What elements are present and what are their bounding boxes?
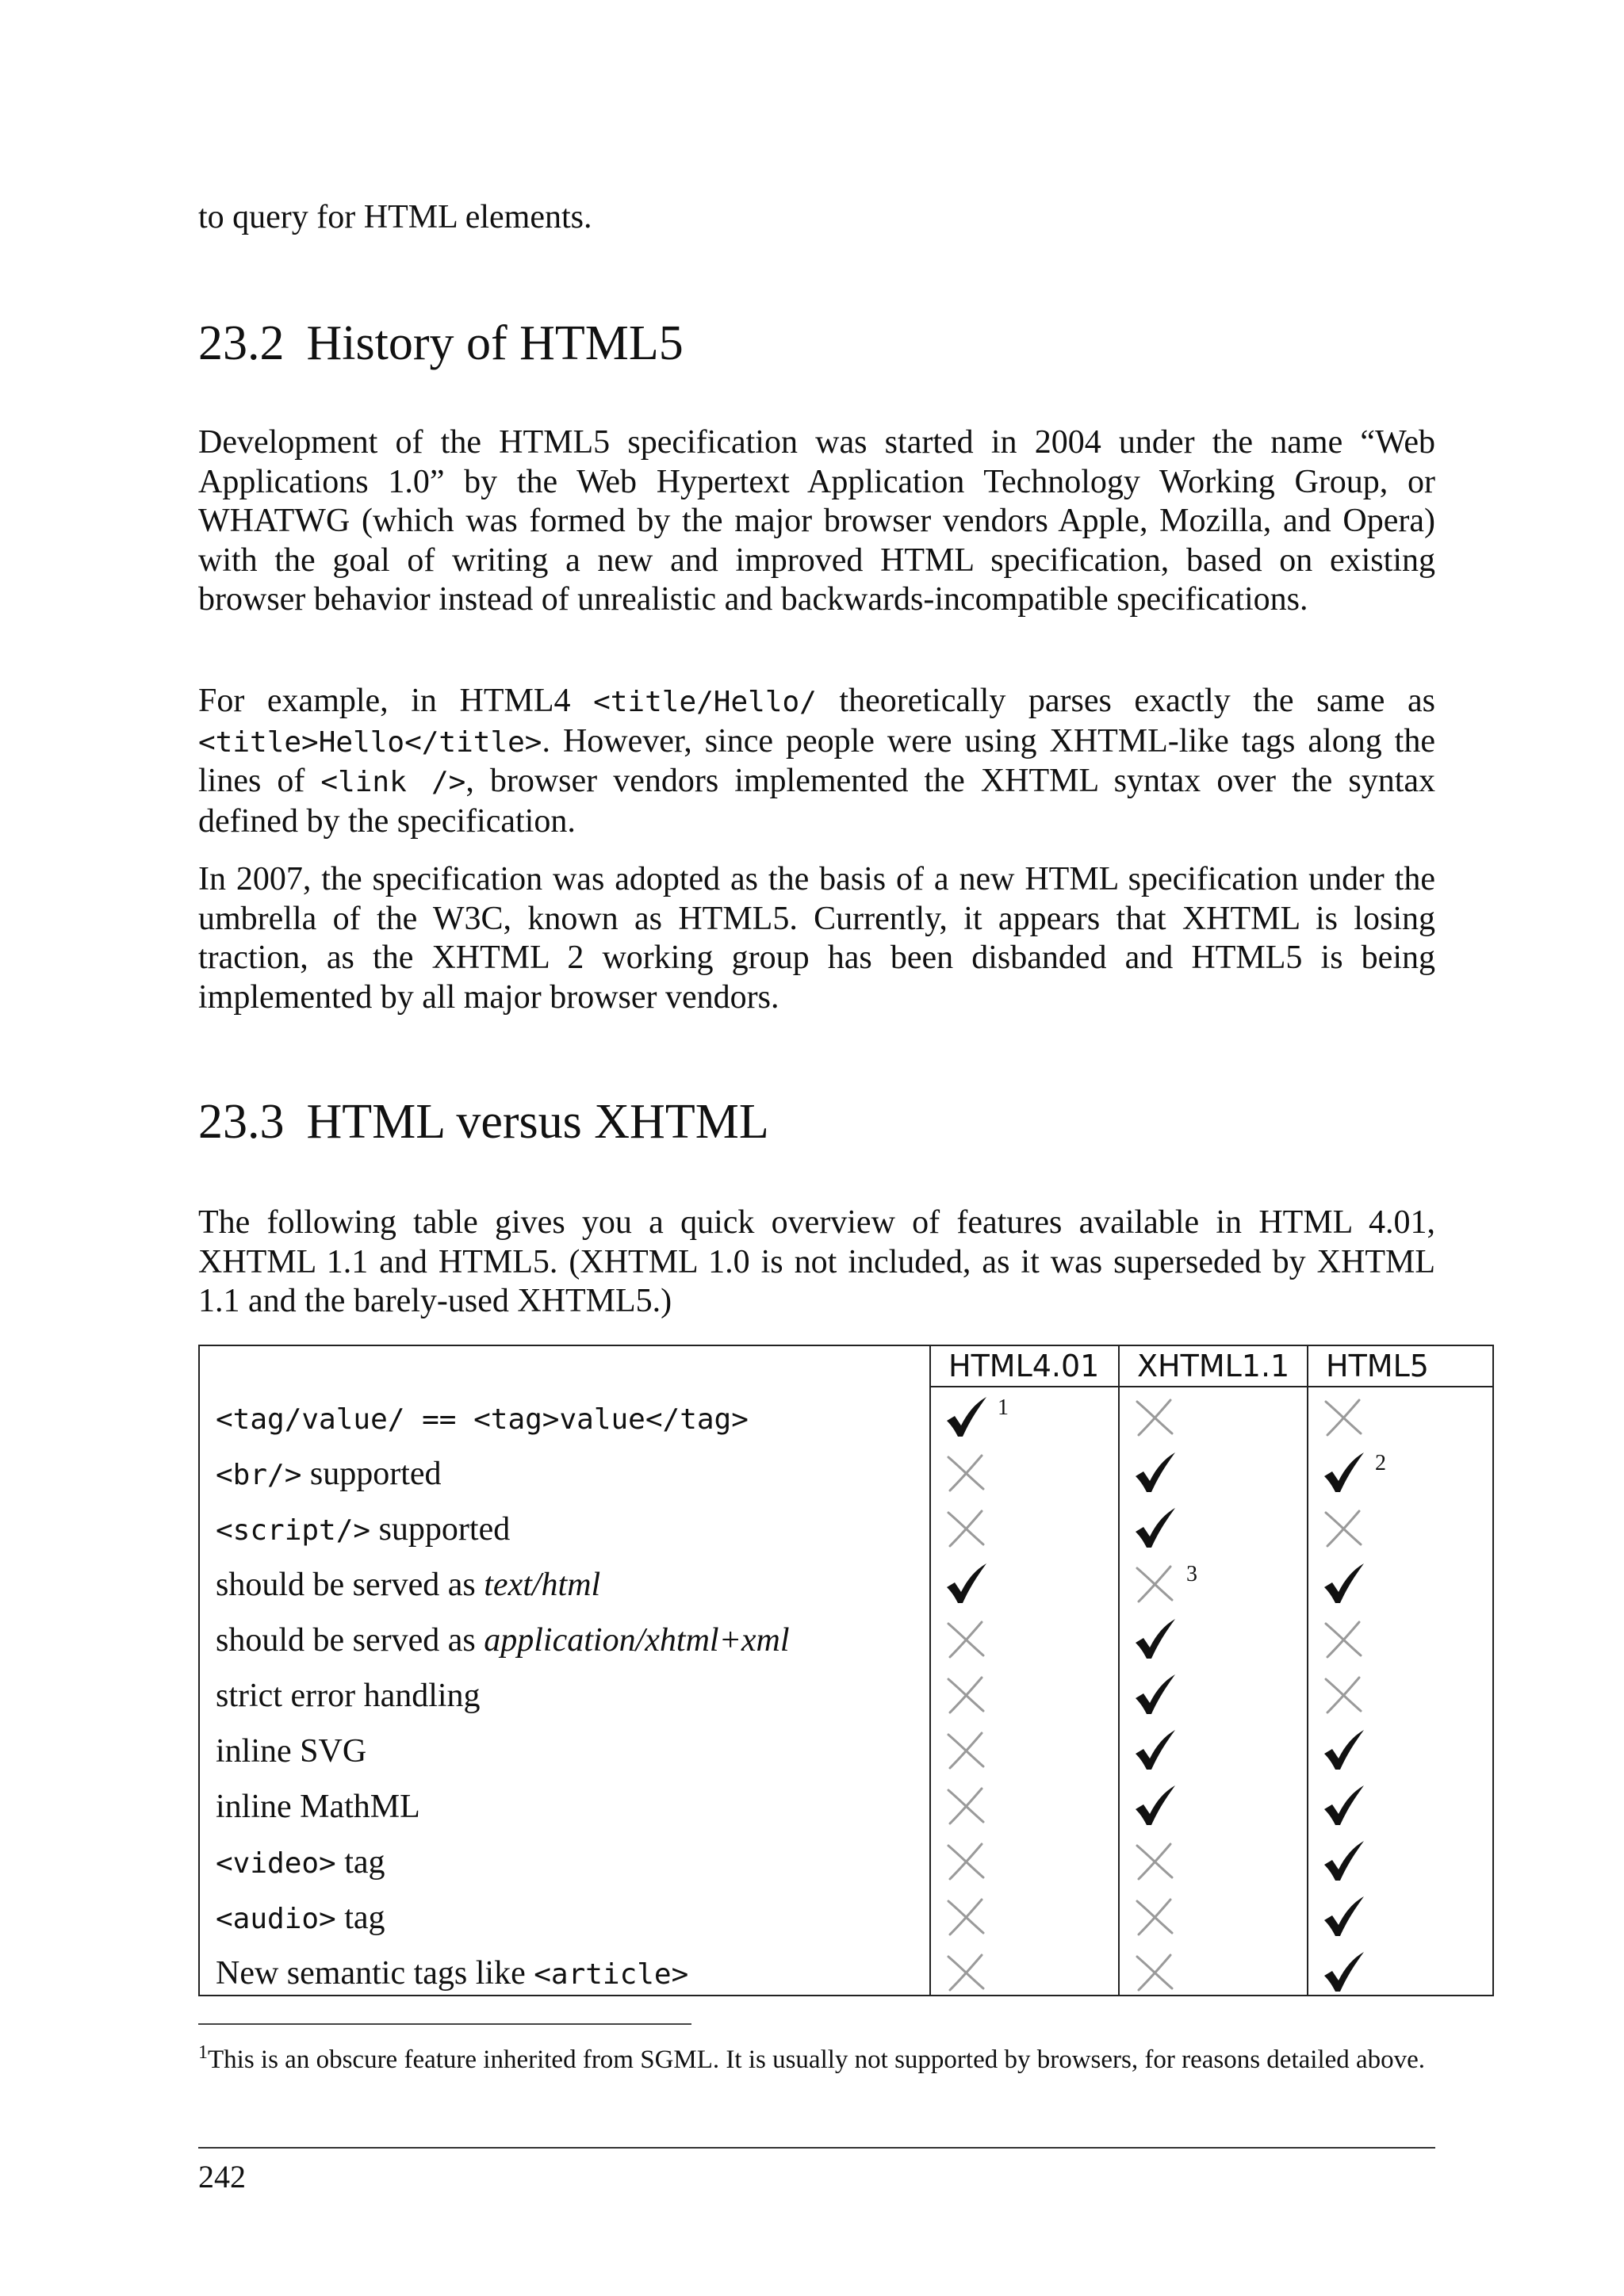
cross-icon xyxy=(1320,1506,1367,1551)
table-row xyxy=(200,1391,1492,1446)
cross-icon xyxy=(942,1895,990,1939)
code-snippet: <title>Hello</title> xyxy=(198,725,542,759)
page-number: 242 xyxy=(198,2159,246,2195)
row-label xyxy=(216,1391,749,1446)
checkmark-icon xyxy=(1320,1562,1367,1606)
row-label-part: should be served as xyxy=(216,1622,485,1659)
checkmark-icon xyxy=(1131,1728,1178,1773)
table-row xyxy=(200,1613,1492,1668)
footnote-text: This is an obscure feature inherited from SGML. It is usually not supported by browsers, for reasons detailed above. xyxy=(208,2045,1426,2074)
column-header-xhtml11: XHTML1.1 xyxy=(1137,1349,1290,1383)
row-label xyxy=(216,1946,688,2001)
checkmark-icon xyxy=(1131,1784,1178,1828)
cross-icon xyxy=(942,1451,990,1495)
section-number: 23.2 xyxy=(198,316,285,370)
checkmark-icon xyxy=(1320,1728,1367,1773)
checkmark-icon xyxy=(1131,1506,1178,1551)
row-label-part: supported xyxy=(301,1456,442,1492)
footnote-rule xyxy=(198,2023,691,2025)
paragraph-table-intro: The following table gives you a quick overview of features available in HTML 4.01, XHTML 1.1 and HTML5. (XHTML 1.0 is not included, as it was superseded by XHTML 1.1 and the barely-used XHTML5.) xyxy=(198,1204,1435,1319)
cross-icon xyxy=(1131,1562,1178,1606)
section-number: 23.3 xyxy=(198,1095,285,1149)
table-row xyxy=(200,1446,1492,1502)
footnote-reference: 3 xyxy=(1186,1562,1197,1586)
row-label-part: should be served as xyxy=(216,1567,485,1603)
text: For example, in HTML4 xyxy=(198,683,594,719)
row-label-part: tag xyxy=(335,1900,385,1936)
row-label-part: tag xyxy=(335,1844,385,1881)
row-label-part: <audio> xyxy=(216,1903,336,1935)
row-label xyxy=(216,1835,385,1890)
row-label-part: inline SVG xyxy=(216,1733,367,1770)
table-row xyxy=(200,1779,1492,1835)
row-label xyxy=(216,1890,385,1946)
row-label-part: <video> xyxy=(216,1847,336,1880)
row-label-part: <br/> xyxy=(216,1459,302,1491)
section-title: HTML versus XHTML xyxy=(306,1095,769,1149)
page-footer-rule xyxy=(198,2147,1435,2149)
row-label xyxy=(216,1779,420,1835)
table-row xyxy=(200,1557,1492,1613)
footnote-mark: 1 xyxy=(198,2042,208,2063)
cross-icon xyxy=(942,1506,990,1551)
row-label-part: New semantic tags like xyxy=(216,1955,534,1992)
checkmark-icon xyxy=(1320,1895,1367,1939)
header-divider xyxy=(929,1386,1492,1387)
checkmark-icon xyxy=(1131,1673,1178,1717)
row-label xyxy=(216,1557,600,1613)
cross-icon xyxy=(1320,1395,1367,1440)
table-row xyxy=(200,1724,1492,1779)
footnote-reference: 2 xyxy=(1375,1451,1386,1475)
row-label xyxy=(216,1446,442,1502)
row-label-part: application/xhtml+xml xyxy=(484,1622,790,1659)
row-label-part: supported xyxy=(370,1511,511,1548)
cross-icon xyxy=(942,1839,990,1884)
table-row xyxy=(200,1946,1492,2001)
checkmark-icon xyxy=(1320,1950,1367,1995)
row-label-part: text/html xyxy=(484,1567,601,1603)
section-title: History of HTML5 xyxy=(306,316,684,370)
cross-icon xyxy=(1131,1839,1178,1884)
column-header-html401: HTML4.01 xyxy=(948,1349,1100,1383)
checkmark-icon xyxy=(1131,1451,1178,1495)
table-row xyxy=(200,1502,1492,1557)
row-label-part: <tag/value/ == <tag>value</tag> xyxy=(216,1403,749,1436)
row-label xyxy=(216,1724,366,1779)
row-label xyxy=(216,1613,790,1668)
checkmark-icon xyxy=(1320,1451,1367,1495)
checkmark-icon xyxy=(942,1562,990,1606)
section-heading-history xyxy=(198,316,684,372)
footnote xyxy=(198,2036,1435,2076)
checkmark-icon xyxy=(1320,1839,1367,1884)
cross-icon xyxy=(1320,1673,1367,1717)
row-label-part: inline MathML xyxy=(216,1789,420,1825)
cross-icon xyxy=(942,1673,990,1717)
cross-icon xyxy=(942,1950,990,1995)
cross-icon xyxy=(1131,1895,1178,1939)
row-label-part: strict error handling xyxy=(216,1678,481,1714)
table-row xyxy=(200,1668,1492,1724)
checkmark-icon xyxy=(942,1395,990,1440)
table-row xyxy=(200,1890,1492,1946)
cross-icon xyxy=(942,1617,990,1662)
cross-icon xyxy=(1131,1950,1178,1995)
paragraph-example xyxy=(198,682,1435,841)
cross-icon xyxy=(1131,1395,1178,1440)
checkmark-icon xyxy=(1320,1784,1367,1828)
top-line: to query for HTML elements. xyxy=(198,199,592,235)
row-label xyxy=(216,1668,481,1724)
row-label xyxy=(216,1502,510,1557)
row-label-part: <script/> xyxy=(216,1514,371,1547)
paragraph-w3c: In 2007, the specification was adopted as the basis of a new HTML specification under the umbrella of the W3C, known as HTML5. Currently, it appears that XHTML is losing traction, as the XHTML 2 working group has been disbanded and HTML5 is being implemented by all major browser vendors. xyxy=(198,861,1435,1016)
cross-icon xyxy=(942,1728,990,1773)
code-snippet: <link /> xyxy=(320,766,466,798)
table-row xyxy=(200,1835,1492,1890)
row-label-part: <article> xyxy=(534,1958,689,1991)
column-header-html5: HTML5 xyxy=(1326,1349,1429,1383)
text: theoretically parses exactly the same as xyxy=(816,683,1436,719)
text: . However, since people were using XHTML-like tags along the lines of xyxy=(198,722,1435,799)
paragraph-history: Development of the HTML5 specification was started in 2004 under the name “Web Applications 1.0” by the Web Hypertext Application Technology Working Group, or WHATWG (which was formed by the major browser vendors Apple, Mozilla, and Opera) with the goal of writing a new and improved HTML specification, based on existing browser behavior instead of unrealistic and backwards-incompatible specifications. xyxy=(198,424,1435,618)
text: , browser vendors implemented the XHTML syntax over the syntax defined by the specification. xyxy=(198,763,1436,840)
footnote-reference: 1 xyxy=(998,1395,1009,1420)
code-snippet: <title/Hello/ xyxy=(593,686,817,718)
document-page xyxy=(198,0,1435,2296)
section-heading-html-vs-xhtml xyxy=(198,1094,769,1150)
checkmark-icon xyxy=(1131,1617,1178,1662)
feature-comparison-table xyxy=(198,1345,1494,1996)
cross-icon xyxy=(1320,1617,1367,1662)
cross-icon xyxy=(942,1784,990,1828)
